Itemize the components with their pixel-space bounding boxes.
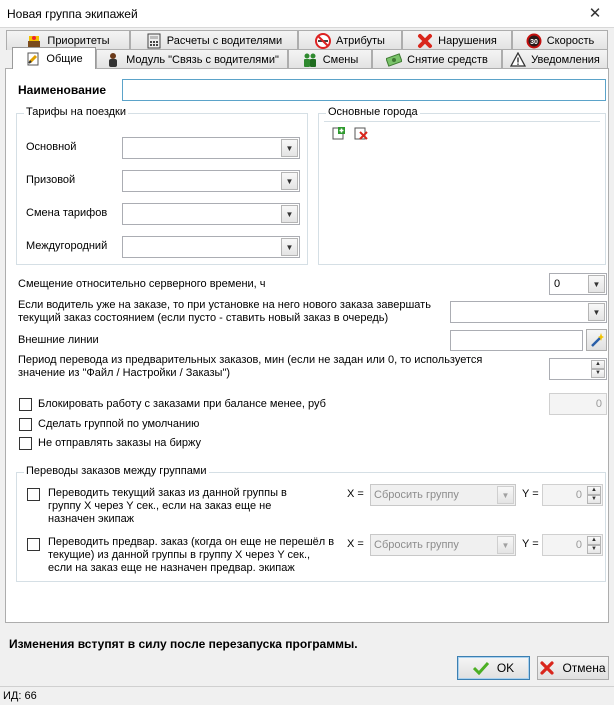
spin-down-icon[interactable]: ▼ [587,495,601,504]
no-exchange-checkbox[interactable] [19,437,32,450]
transfer-current-group-select[interactable] [370,484,516,506]
transfer-current-label-3: назначен экипаж [48,513,135,525]
chevron-down-icon[interactable]: ▼ [281,238,298,256]
restart-notice: Изменения вступят в силу после перезапуска программы. [9,637,358,651]
tariff-change-label: Смена тарифов [26,207,108,219]
status-bar [0,686,614,705]
cities-separator [324,121,600,122]
chevron-down-icon[interactable]: ▼ [281,139,298,157]
finish-state-label-1: Если водитель уже на заказе, то при установке на него нового заказа завершать [18,299,431,311]
transfer-current-checkbox[interactable] [27,488,40,501]
add-city-icon[interactable] [332,126,346,140]
ok-button[interactable] [457,656,530,680]
magic-wand-icon [589,332,605,348]
tariff-prize-label: Призовой [26,174,76,186]
tab-withdrawals[interactable] [372,49,502,69]
default-group-label: Сделать группой по умолчанию [38,418,200,430]
transfer-preorder-group-select[interactable] [370,534,516,556]
preorder-period-label-1: Период перевода из предварительных заказов, мин (если не задан или 0, то используется [18,354,483,366]
cancel-cross-icon [540,661,554,675]
block-balance-input[interactable] [549,393,607,415]
time-offset-value: 0 [554,278,561,290]
transfer-current-seconds-spinner[interactable] [542,484,603,506]
tab-speed[interactable] [512,30,608,50]
external-lines-input[interactable] [450,330,583,351]
money-icon [386,52,402,68]
chevron-down-icon[interactable]: ▼ [588,303,605,321]
tariff-intercity-label: Междугородний [26,240,108,252]
spin-down-icon[interactable]: ▼ [587,545,601,554]
no-exchange-label: Не отправлять заказы на биржу [38,437,202,449]
tariff-main-select[interactable] [122,137,300,159]
transfer-current-group-value: Сбросить группу [374,489,459,501]
shifts-icon [302,52,318,68]
svg-text:30: 30 [529,38,538,46]
transfer-preorder-label-2: текущие) из данной группы в группу X через Y сек., [48,549,311,561]
ok-button-label: OK [496,661,515,675]
transfer-preorder-checkbox[interactable] [27,538,40,551]
tab-label: Смены [322,53,359,66]
tab-attributes[interactable] [298,30,402,50]
tab-driver-communication[interactable] [96,49,288,69]
spin-down-icon[interactable]: ▼ [591,369,605,378]
warning-icon [510,52,526,68]
tab-general[interactable] [12,47,96,69]
tab-notifications[interactable] [502,49,608,69]
transfers-group [16,465,606,582]
tab-label: Атрибуты [336,34,385,47]
tab-label: Уведомления [531,53,600,66]
chevron-down-icon[interactable]: ▼ [281,205,298,223]
checkmark-icon [473,661,489,675]
block-balance-value: 0 [595,398,602,410]
tab-label: Модуль "Связь с водителями" [126,53,279,66]
tab-driver-payments[interactable] [130,30,298,50]
transfer-preorder-seconds-value: 0 [575,539,582,551]
transfer-current-label-2: группу X через Y сек., если на заказ еще не [48,500,272,512]
transfers-group-title: Переводы заказов между группами [26,465,207,477]
time-offset-label: Смещение относительно серверного времени, ч [18,278,266,290]
tab-shifts[interactable] [288,49,372,69]
tariff-prize-select[interactable] [122,170,300,192]
tariffs-group [16,106,308,265]
general-icon [25,51,41,67]
name-label: Наименование [18,83,107,97]
chevron-down-icon[interactable]: ▼ [588,275,605,293]
transfer-preorder-y-label: Y = [522,538,539,550]
preorder-period-spinner[interactable] [549,358,607,380]
transfer-current-y-label: Y = [522,488,539,500]
driver-icon [105,52,121,68]
name-input[interactable] [122,79,606,101]
transfer-preorder-group-value: Сбросить группу [374,539,459,551]
tab-label: Снятие средств [407,53,488,66]
chevron-down-icon[interactable]: ▼ [497,486,514,504]
transfer-preorder-label-3: если на заказ еще не назначен предвар. экипаж [48,562,295,574]
spin-up-icon[interactable]: ▲ [591,360,605,369]
tab-label: Нарушения [438,34,497,47]
external-lines-button[interactable] [586,329,607,351]
finish-state-label-2: текущий заказ состоянием (если пусто - ставить новый заказ в очередь) [18,312,389,324]
block-balance-label: Блокировать работу с заказами при балансе менее, руб [38,398,326,410]
transfer-preorder-x-label: X = [347,538,364,550]
window-title: Новая группа экипажей [7,7,138,21]
transfer-preorder-seconds-spinner[interactable] [542,534,603,556]
tariff-change-select[interactable] [122,203,300,225]
time-offset-select[interactable] [549,273,607,295]
speed-limit-icon [526,33,542,49]
tab-label: Общие [46,52,83,65]
transfer-preorder-label-1: Переводить предвар. заказ (когда он еще не перешёл в [48,536,335,548]
tariff-intercity-select[interactable] [122,236,300,258]
chevron-down-icon[interactable]: ▼ [497,536,514,554]
finish-state-select[interactable] [450,301,607,323]
tab-label: Скорость [546,34,595,47]
transfer-current-label-1: Переводить текущий заказ из данной группы в [48,487,287,499]
tariffs-group-title: Тарифы на поездки [26,106,126,118]
title-bar [0,0,614,28]
transfer-current-x-label: X = [347,488,364,500]
cities-group [318,106,606,265]
status-id: ИД: 66 [3,690,37,702]
spin-up-icon[interactable]: ▲ [587,536,601,545]
delete-city-icon[interactable] [354,126,368,140]
tab-violations[interactable] [402,30,512,50]
cancel-button-label: Отмена [562,661,606,675]
chevron-down-icon[interactable]: ▼ [281,172,298,190]
preorder-period-label-2: значение из "Файл / Настройки / Заказы") [18,367,231,379]
close-icon[interactable]: ✕ [588,5,602,22]
external-lines-label: Внешние линии [18,334,99,346]
calculator-icon [146,33,162,49]
tab-label: Приоритеты [47,34,110,47]
general-panel [5,68,609,623]
tariff-main-label: Основной [26,141,77,153]
block-balance-checkbox[interactable] [19,398,32,411]
no-smoking-icon [315,33,331,49]
red-cross-icon [417,33,433,49]
cities-group-title: Основные города [328,106,418,118]
transfer-current-seconds-value: 0 [575,489,582,501]
tab-label: Расчеты с водителями [166,34,283,47]
spin-up-icon[interactable]: ▲ [587,486,601,495]
default-group-checkbox[interactable] [19,418,32,431]
cancel-button[interactable] [537,656,609,680]
